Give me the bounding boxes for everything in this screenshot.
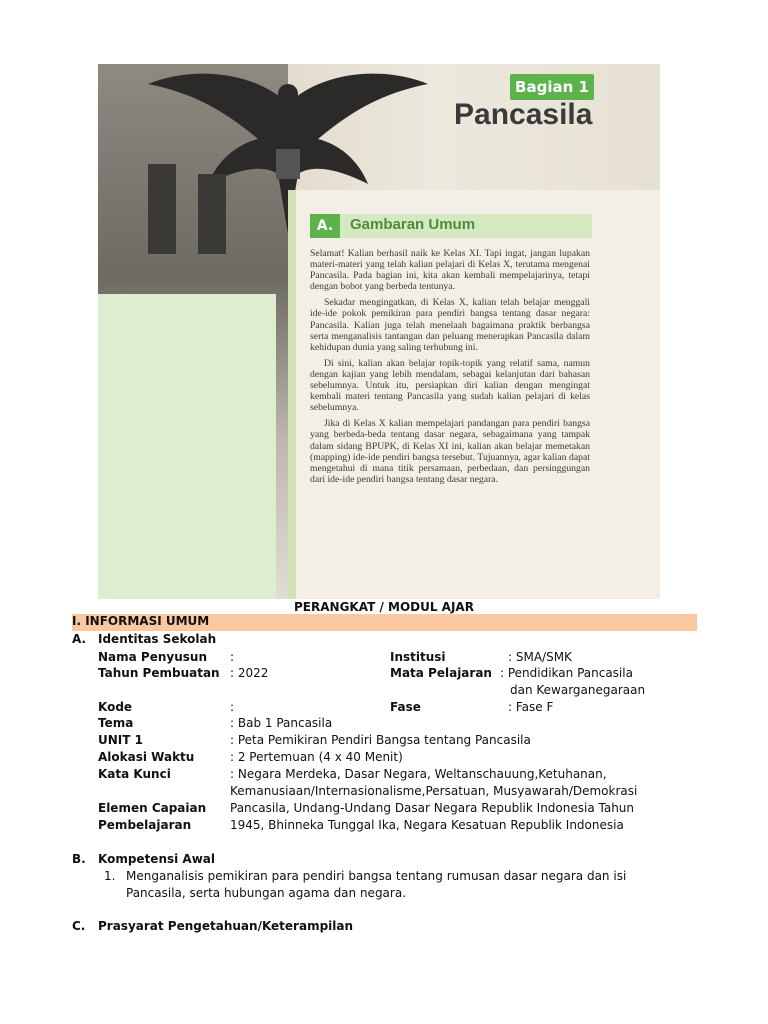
cover-body-text: [310, 248, 590, 490]
unit-label: UNIT 1: [98, 733, 143, 747]
sub-b-letter: B.: [72, 852, 86, 866]
tahun-value: : 2022: [230, 666, 269, 680]
kode-value: :: [230, 700, 235, 714]
elemen-label-line-2: Pembelajaran: [98, 818, 192, 832]
section-header: [310, 214, 592, 238]
b-item-text: Menganalisis pemikiran para pendiri bangsa tentang rumusan dasar negara dan isi: [126, 869, 627, 883]
tahun-label: Tahun Pembuatan: [98, 666, 220, 680]
section-title: Gambaran Umum: [350, 216, 476, 233]
kata-kunci-label: Kata Kunci: [98, 767, 171, 781]
elemen-value: Pancasila, Undang-Undang Dasar Negara Republik Indonesia Tahun: [230, 801, 635, 815]
mapel-value-line-2: dan Kewarganegaraan: [510, 683, 646, 697]
cover-paragraph: Sekadar mengingatkan, di Kelas X, kalian telah belajar menggali ide-ide pokok pemikiran para pendiri bangsa tentang dasar negara: Pancasila. Kalian juga telah menelaah bagaimana praktik berbangsa serta menganalisis tantangan dan peluang menerapkan Pancasila dalam kehidupan dunia yang saling terhubung ini.: [310, 297, 590, 353]
kode-label: Kode: [98, 700, 133, 714]
alokasi-label: Alokasi Waktu: [98, 750, 195, 764]
document-heading: PERANGKAT / MODUL AJAR: [294, 600, 474, 614]
mapel-value: : Pendidikan Pancasila: [500, 666, 633, 680]
part-badge: Bagian 1: [510, 74, 594, 100]
alokasi-value: : 2 Pertemuan (4 x 40 Menit): [230, 750, 403, 764]
cover-image: [98, 64, 660, 599]
tema-value: : Bab 1 Pancasila: [230, 716, 333, 730]
green-strip: [288, 190, 296, 599]
b-item-text-line-2: Pancasila, serta hubungan agama dan negara.: [126, 886, 407, 900]
green-panel: [98, 294, 276, 599]
kata-kunci-value-line-2: Kemanusiaan/Internasionalisme,Persatuan, Musyawarah/Demokrasi: [230, 784, 638, 798]
sub-c-title: Prasyarat Pengetahuan/Keterampilan: [98, 919, 354, 933]
nama-penyusun-value: :: [230, 650, 235, 664]
mapel-label: Mata Pelajaran: [390, 666, 492, 680]
unit-value: : Peta Pemikiran Pendiri Bangsa tentang Pancasila: [230, 733, 531, 747]
cover-title: Pancasila: [454, 98, 593, 131]
nama-penyusun-label: Nama Penyusun: [98, 650, 207, 664]
b-item-number: 1.: [104, 869, 116, 883]
kata-kunci-value: : Negara Merdeka, Dasar Negara, Weltanschauung,Ketuhanan,: [230, 767, 607, 781]
sub-b-title: Kompetensi Awal: [98, 852, 215, 866]
cover-paragraph: Jika di Kelas X kalian mempelajari pandangan para pendiri bangsa yang berbeda-beda tentang dasar negara, sebagaimana yang tampak dalam sidang BPUPK, di Kelas XI ini, kalian akan belajar memetakan (mapping) ide-ide pendiri bangsa tersebut. Tujuannya, agar kalian dapat mengetahui di mana titik persamaan, perbedaan, dan persinggungan dari ide-ide pendiri bangsa tentang dasar negara.: [310, 418, 590, 485]
sub-a-title: Identitas Sekolah: [98, 632, 217, 646]
tema-label: Tema: [98, 716, 134, 730]
fase-value: : Fase F: [508, 700, 554, 714]
section-i-title: I. INFORMASI UMUM: [72, 614, 210, 628]
institusi-label: Institusi: [390, 650, 446, 664]
cover-paragraph: Selamat! Kalian berhasil naik ke Kelas XI. Tapi ingat, jangan lupakan materi-materi yang telah kalian pelajari di Kelas X, terutama mengenai Pancasila. Pada bagian ini, kita akan kembali mempelajarinya, tetapi dengan bobot yang berbeda tentunya.: [310, 248, 590, 293]
section-letter: A.: [310, 214, 340, 238]
institusi-value: : SMA/SMK: [508, 650, 572, 664]
fase-label: Fase: [390, 700, 421, 714]
elemen-value-line-2: 1945, Bhinneka Tunggal Ika, Negara Kesatuan Republik Indonesia: [230, 818, 624, 832]
sub-a-letter: A.: [72, 632, 87, 646]
cover-paragraph: Di sini, kalian akan belajar topik-topik yang relatif sama, namun dengan kajian yang lebih mendalam, sebagai kelanjutan dari bahasan sebelumnya. Untuk itu, persiapkan diri kalian dengan mengingat kembali materi tentang Pancasila yang sudah kalian pelajari di kelas sebelumnya.: [310, 357, 590, 414]
elemen-label: Elemen Capaian: [98, 801, 207, 815]
sub-c-letter: C.: [72, 919, 86, 933]
